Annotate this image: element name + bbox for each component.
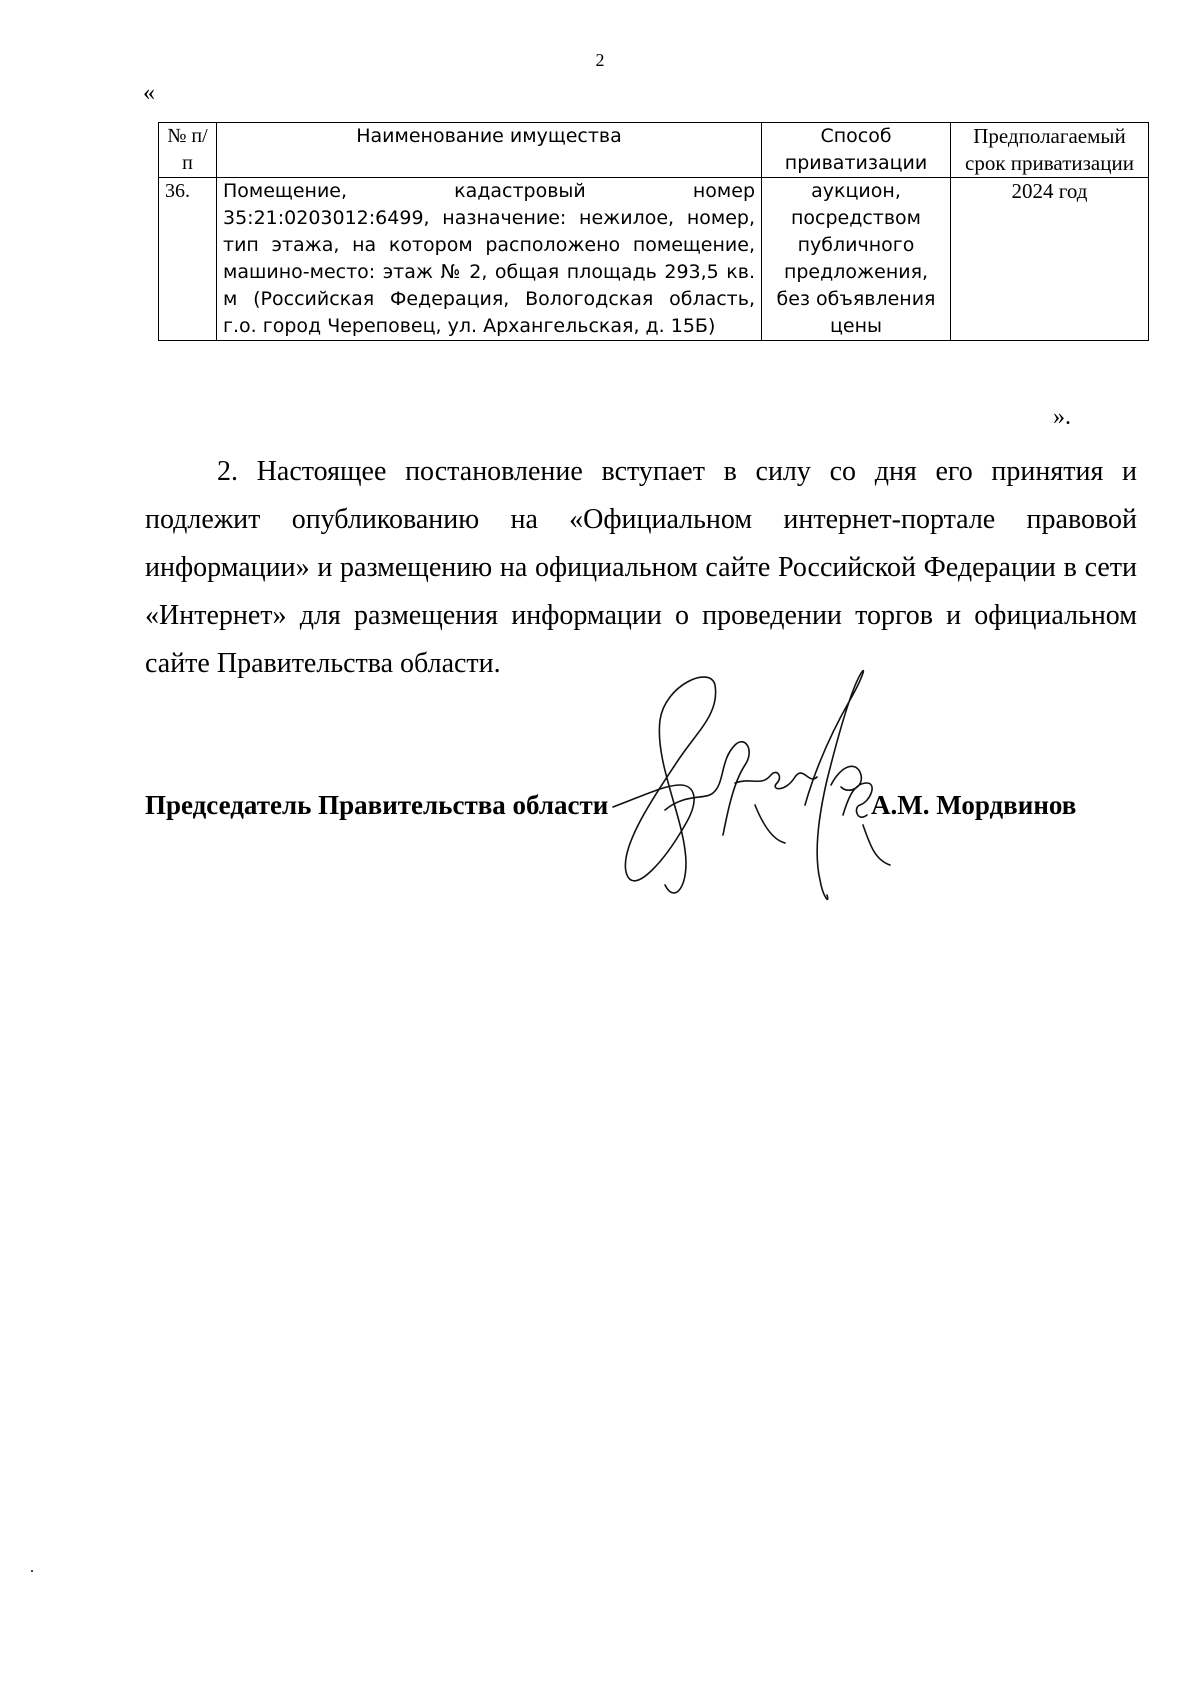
header-property-name: Наименование имущества <box>217 123 762 178</box>
header-privatization-method: Способ приватизации <box>762 123 951 178</box>
property-table <box>158 122 1149 341</box>
header-number: № п/п <box>159 123 217 178</box>
signatory-title: Председатель Правительства области <box>145 790 609 820</box>
row-number: 36. <box>159 178 217 341</box>
signatory-name: А.М. Мордвинов <box>871 790 1077 820</box>
table-header-row <box>159 123 1149 178</box>
opening-quote-mark: « <box>143 80 155 106</box>
row-privatization-term: 2024 год <box>951 178 1149 341</box>
scan-artifact <box>31 1570 33 1572</box>
row-privatization-method: аукцион, посредством публичного предложения, без объявления цены <box>762 178 951 341</box>
row-property-description: Помещение, кадастровый номер 35:21:0203012:6499, назначение: нежилое, номер, тип этажа, на котором расположено помещение, машино-место: этаж № 2, общая площадь 293,5 кв. м (Российская Федерация, Вологодская область, г.о. город Череповец, ул. Архангельская, д. 15Б) <box>217 178 762 341</box>
closing-quote-mark: ». <box>1053 404 1071 430</box>
page-number: 2 <box>595 50 605 70</box>
header-privatization-term: Предполагаемый срок приватизации <box>951 123 1149 178</box>
resolution-paragraph: 2. Настоящее постановление вступает в силу со дня его принятия и подлежит опубликованию на «Официальном интернет-портале правовой информации» и размещению на официальном сайте Российской Федерации в сети «Интернет» для размещения информации о проведении торгов и официальном сайте Правительства области. <box>145 456 1137 679</box>
table-row <box>159 178 1149 341</box>
